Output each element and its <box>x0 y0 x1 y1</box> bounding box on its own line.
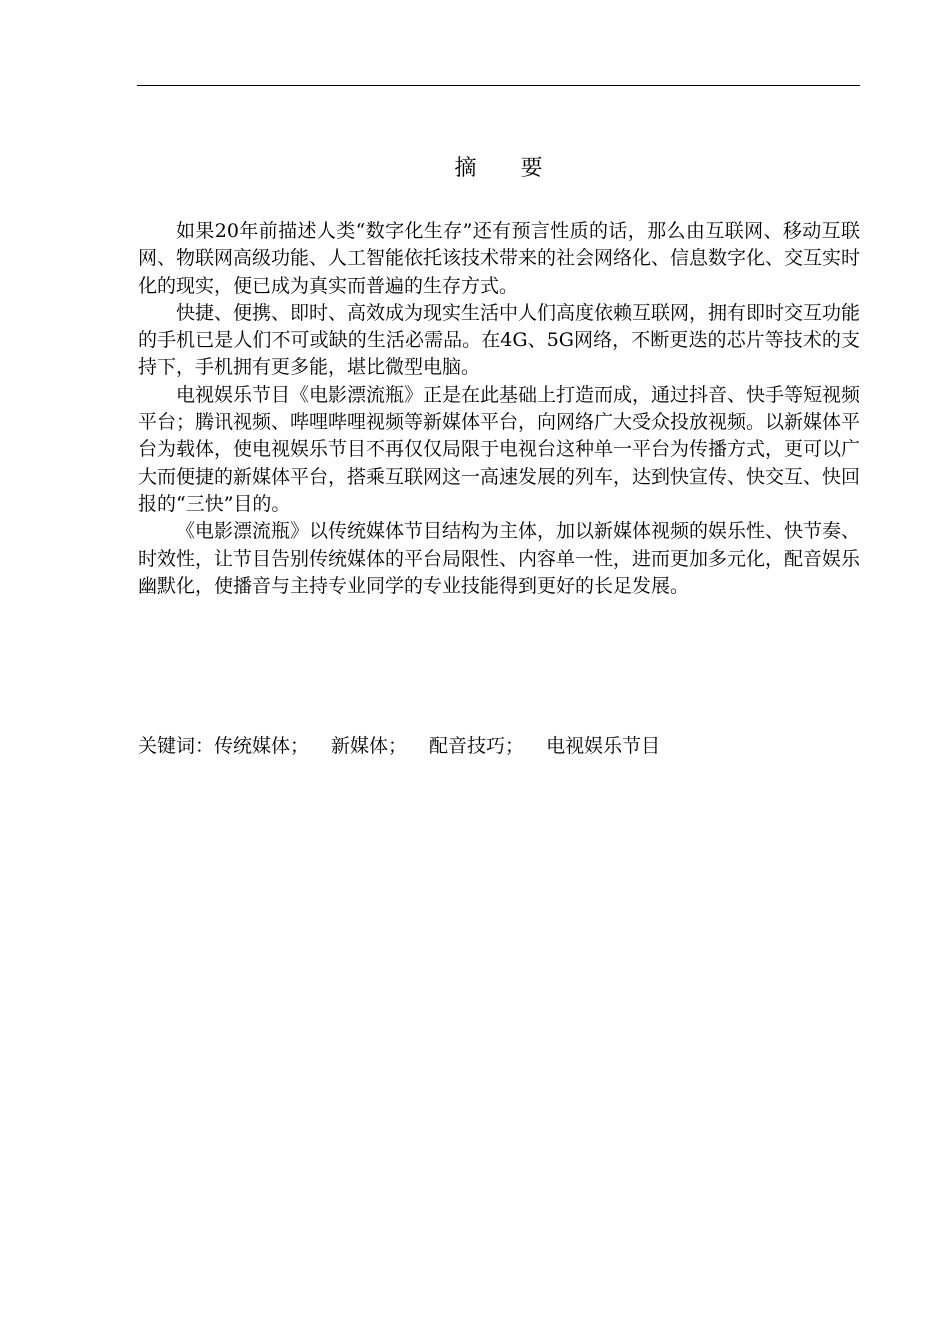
keywords-line <box>138 731 860 761</box>
header-rule <box>137 85 860 86</box>
title-char-left: 摘 <box>454 156 477 181</box>
abstract-body <box>138 218 860 600</box>
keyword-2: 新媒体； <box>331 735 408 757</box>
title-char-right: 要 <box>520 156 543 181</box>
keyword-4: 电视娱乐节目 <box>546 735 661 757</box>
abstract-paragraph-2: 快捷、便携、即时、高效成为现实生活中人们高度依赖互联网，拥有即时交互功能的手机已是人们不可或缺的生活必需品。在4G、5G网络，不断更迭的芯片等技术的支持下，手机拥有更多能，堪比微型电脑。 <box>138 301 861 379</box>
abstract-paragraph-1: 如果20年前描述人类“数字化生存”还有预言性质的话，那么由互联网、移动互联网、物联网高级功能、人工智能依托该技术带来的社会网络化、信息数字化、交互实时化的现实，便已成为真实而普遍的生存方式。 <box>138 220 861 297</box>
keywords-label: 关键词： <box>138 735 215 757</box>
abstract-paragraph-3: 电视娱乐节目《电影漂流瓶》正是在此基础上打造而成，通过抖音、快手等短视频平台；腾讯视频、哔哩哔哩视频等新媒体平台，向网络广大受众投放视频。以新媒体平台为载体，使电视娱乐节目不再仅仅局限于电视台这种单一平台为传播方式，更可以广大而便捷的新媒体平台，搭乘互联网这一高速发展的列车，达到快宣传、快交互、快回报的“三快”目的。 <box>138 383 861 515</box>
keyword-3: 配音技巧； <box>429 735 525 757</box>
abstract-paragraph-4: 《电影漂流瓶》以传统媒体节目结构为主体，加以新媒体视频的娱乐性、快节奏、时效性，让节目告别传统媒体的平台局限性、内容单一性，进而更加多元化，配音娱乐幽默化，使播音与主持专业同学的专业技能得到更好的长足发展。 <box>138 520 861 597</box>
abstract-title <box>137 152 860 186</box>
keyword-1: 传统媒体； <box>214 735 310 757</box>
